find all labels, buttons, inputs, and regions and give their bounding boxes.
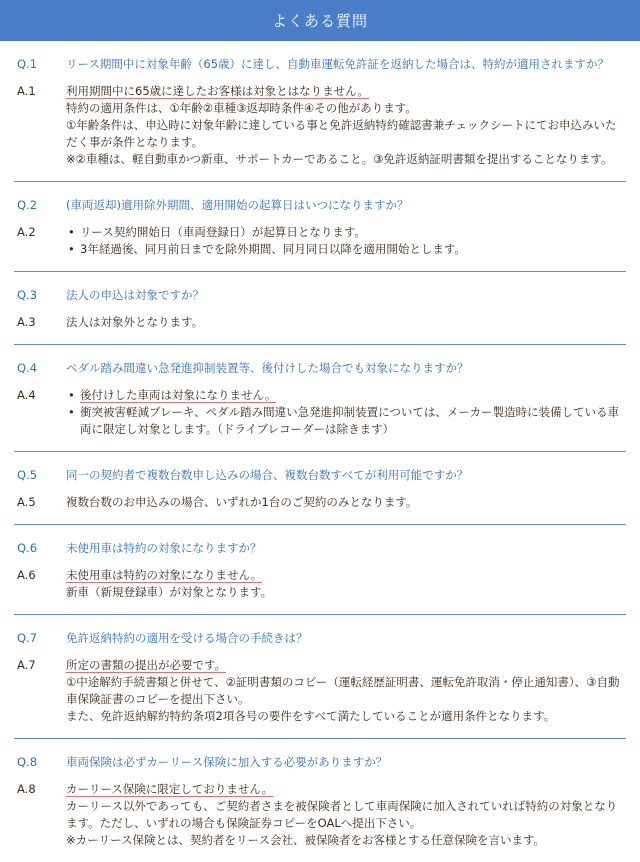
question-text: 免許返納特約の適用を受ける場合の手続きは？ [66, 631, 308, 645]
answer-bullets [66, 387, 626, 438]
answer-row [14, 781, 626, 849]
answer-highlight: 利用期間中に65歳に達したお客様は対象とはなりません。 [66, 84, 369, 98]
answer-line: ①年齢条件は、申込時に対象年齢に達している事と免許返納特約確認書兼チェックシートにてお申込みいただく事が条件となります。 [66, 118, 617, 149]
answer-highlight: 所定の書類の提出が必要です。 [66, 658, 227, 672]
answer-highlight: 後付けした車両は対象になりません。 [80, 388, 277, 402]
answer-label: A.8 [17, 782, 36, 796]
answer-bullet: • リース契約開始日（車両登録日）が起算日となります。 [66, 224, 626, 241]
answer-note: ※カーリース保険とは、契約者をリース会社、被保険者をお客様とする任意保険を言います。 [66, 833, 546, 847]
answer-body [66, 567, 626, 601]
question-text: (車両返却)適用除外期間、適用開始の起算日はいつになりますか？ [66, 198, 409, 212]
question-row [14, 630, 626, 647]
question-text: 車両保険は必ずカーリース保険に加入する必要がありますか？ [66, 755, 388, 769]
answer-bullet: • 衝突被害軽減ブレーキ、ペダル踏み間違い急発進抑制装置については、メーカー製造時に装備している車両に限定し対象とします。（ドライブレコーダーは除きます） [66, 404, 626, 438]
question-text: 法人の申込は対象ですか？ [66, 288, 204, 302]
answer-line: 新車（新規登録車）が対象となります。 [66, 585, 273, 599]
answer-label: A.6 [17, 568, 36, 582]
answer-label: A.5 [17, 495, 36, 509]
answer-row [14, 657, 626, 725]
question-row [14, 467, 626, 484]
question-label: Q.5 [17, 468, 38, 482]
page-header [0, 0, 640, 41]
faq-item-1 [14, 56, 626, 182]
question-row [14, 360, 626, 377]
answer-row [14, 494, 626, 511]
faq-item-7 [14, 630, 626, 739]
question-row [14, 56, 626, 73]
question-label: Q.2 [17, 198, 38, 212]
answer-label: A.2 [17, 225, 36, 239]
answer-line: カーリース以外であっても、ご契約者さまを被保険者として車両保険に加入されていれば特約の対象となります。ただし、いずれの場合も保険証券コピーをOALへ提出下さい。 [66, 799, 618, 830]
answer-line: 法人は対象外となります。 [66, 315, 204, 329]
page-title: よくある質問 [271, 12, 368, 30]
answer-row [14, 314, 626, 331]
question-row [14, 287, 626, 304]
question-row [14, 754, 626, 771]
answer-bullet [66, 387, 626, 404]
answer-bullets [66, 224, 626, 258]
answer-body [66, 314, 626, 331]
answer-line: ①中途解約手続書類と併せて、②証明書類のコピー（運転経歴証明書、運転免許取消・停止通知書）、③自動車保険証書のコピーを提出下さい。 [66, 675, 620, 706]
answer-highlight: 未使用車は特約の対象になりません。 [66, 568, 263, 582]
question-label: Q.8 [17, 755, 38, 769]
answer-row [14, 567, 626, 601]
answer-body [66, 781, 626, 849]
question-text: 同一の契約者で複数台数申し込みの場合、複数台数すべてが利用可能ですか？ [66, 468, 469, 482]
answer-note: ※②車種は、軽自動車かつ新車、サポートカーであること。③免許返納証明書類を提出することなります。 [66, 152, 613, 166]
answer-line: また、免許返納解約特約条項2項各号の要件をすべて満たしていることが適用条件となります。 [66, 709, 556, 723]
question-row [14, 540, 626, 557]
question-label: Q.6 [17, 541, 38, 555]
answer-bullet: • 3年経過後、同月前日までを除外期間、同月同日以降を適用開始とします。 [66, 241, 626, 258]
answer-row [14, 224, 626, 258]
faq-item-6 [14, 540, 626, 615]
faq-item-2 [14, 197, 626, 272]
answer-body [66, 657, 626, 725]
question-row [14, 197, 626, 214]
answer-highlight: カーリース保険に限定しておりません。 [66, 782, 274, 796]
answer-row [14, 83, 626, 168]
answer-row [14, 387, 626, 438]
faq-item-8 [14, 754, 626, 862]
faq-list [0, 56, 640, 862]
answer-label: A.3 [17, 315, 36, 329]
answer-body [66, 83, 626, 168]
question-label: Q.3 [17, 288, 38, 302]
faq-item-5 [14, 467, 626, 525]
answer-line: 複数台数のお申込みの場合、いずれか1台のご契約のみとなります。 [66, 495, 418, 509]
question-text: 未使用車は特約の対象になりますか？ [66, 541, 262, 555]
answer-body [66, 494, 626, 511]
answer-label: A.4 [17, 388, 36, 402]
question-text: リース期間中に対象年齢（65歳）に達し、自動車運転免許証を返納した場合は、特約が適用されますか？ [66, 57, 610, 71]
question-label: Q.4 [17, 361, 38, 375]
question-label: Q.7 [17, 631, 38, 645]
faq-item-4 [14, 360, 626, 452]
answer-label: A.7 [17, 658, 36, 672]
question-text: ペダル踏み間違い急発進抑制装置等、後付けした場合でも対象になりますか？ [66, 361, 469, 375]
faq-item-3 [14, 287, 626, 345]
question-label: Q.1 [17, 57, 38, 71]
answer-line: 特約の適用条件は、①年齢②車種③返却時条件④その他があります。 [66, 101, 417, 115]
answer-label: A.1 [17, 84, 36, 98]
